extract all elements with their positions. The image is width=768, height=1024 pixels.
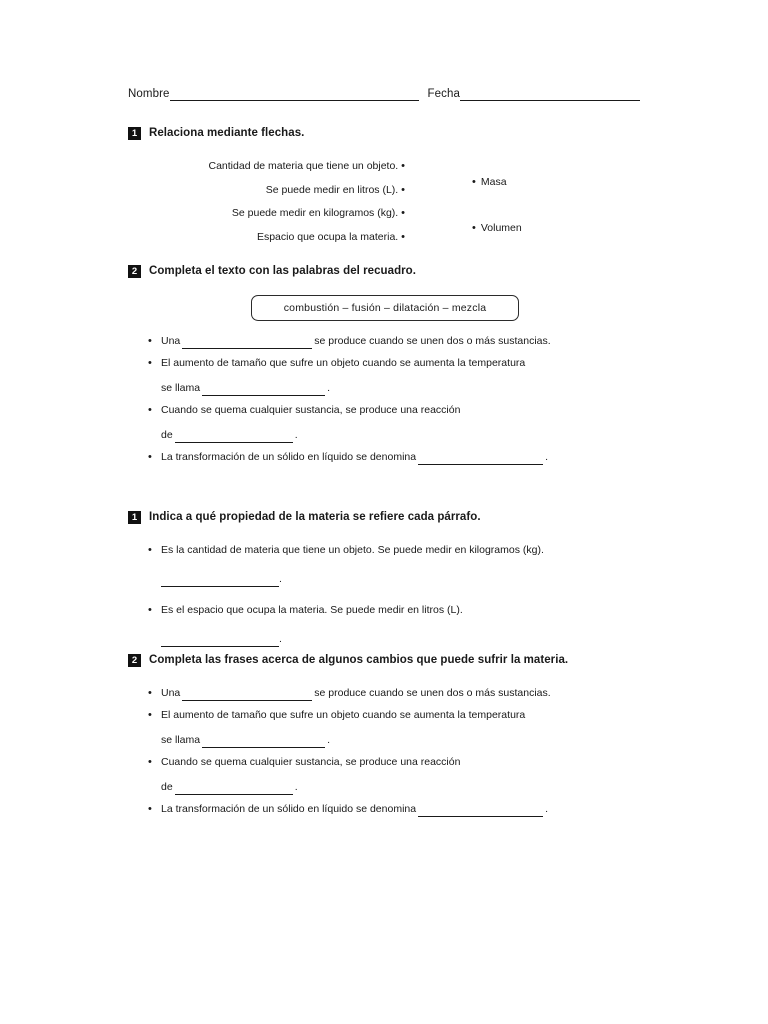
word-bank-box: [251, 295, 519, 321]
bullet-icon: •: [148, 544, 152, 556]
line-spacer: [161, 371, 618, 381]
exercise-number-badge: 1: [128, 511, 141, 524]
statement-body: [161, 603, 628, 647]
statement-line: [161, 429, 298, 441]
statement-body: [161, 708, 618, 748]
statement-text-pre: La transformación de un sólido en líquido se denomina: [161, 803, 417, 815]
statement-body: [161, 356, 618, 396]
answer-blank[interactable]: [182, 689, 312, 701]
statement-body: [161, 403, 618, 443]
matching-left-column: [150, 155, 405, 249]
statement-line: Es la cantidad de materia que tiene un objeto. Se puede medir en kilogramos (kg).: [161, 544, 544, 556]
statement-body: [161, 686, 618, 701]
exercise-number-badge: 2: [128, 265, 141, 278]
line-spacer: [161, 418, 618, 428]
word-bank-text: combustión – fusión – dilatación – mezcla: [283, 302, 487, 314]
line-spacer: [161, 723, 618, 733]
exercise-3-heading: [128, 510, 481, 524]
statement-text-post: .: [327, 382, 331, 394]
bullet-icon: •: [148, 803, 152, 815]
statement-text-pre: se llama: [161, 734, 201, 746]
matching-left-item-label: Se puede medir en litros (L).: [265, 183, 399, 196]
exercise-4-statements: [148, 686, 618, 817]
answer-blank[interactable]: [418, 453, 543, 465]
statement-item: [148, 686, 618, 701]
matching-right-item-label: Volumen: [480, 222, 522, 234]
connector-dot-icon[interactable]: •: [401, 160, 405, 172]
bullet-icon: •: [148, 335, 152, 347]
statement-item: [148, 450, 618, 465]
matching-right-column: [472, 176, 522, 235]
statement-text-post: .: [545, 451, 549, 463]
answer-blank[interactable]: [182, 337, 312, 349]
statement-item: [148, 334, 618, 349]
exercise-1-heading: [128, 126, 304, 140]
bullet-icon: •: [148, 687, 152, 699]
statement-line: [161, 382, 330, 394]
name-label: Nombre: [128, 88, 170, 100]
answer-blank[interactable]: [175, 783, 293, 795]
statement-line: Es el espacio que ocupa la materia. Se puede medir en litros (L).: [161, 604, 463, 616]
statement-spacer: [148, 795, 618, 802]
line-spacer: [161, 770, 618, 780]
bullet-icon: •: [148, 404, 152, 416]
worksheet-header: [128, 88, 620, 101]
date-write-line[interactable]: [460, 89, 640, 101]
name-write-line[interactable]: [170, 89, 419, 101]
answer-blank[interactable]: [202, 736, 325, 748]
statement-spacer: [148, 587, 628, 603]
statement-item: [148, 708, 618, 748]
connector-dot-icon[interactable]: •: [401, 230, 405, 243]
answer-blank[interactable]: [175, 431, 293, 443]
matching-left-item[interactable]: [150, 155, 405, 179]
answer-suffix: .: [279, 633, 282, 645]
answer-suffix: .: [279, 573, 282, 585]
statement-line: [161, 451, 548, 463]
matching-left-item[interactable]: [150, 202, 405, 226]
statement-text-pre: Una: [161, 335, 181, 347]
statement-line: [161, 734, 330, 746]
bullet-icon: •: [148, 756, 152, 768]
statement-text-post: .: [294, 429, 298, 441]
statement-line: [161, 803, 548, 815]
statement-item: [148, 543, 628, 587]
statement-text-pre: La transformación de un sólido en líquido se denomina: [161, 451, 417, 463]
connector-dot-icon[interactable]: •: [472, 176, 476, 188]
matching-right-item[interactable]: [472, 222, 522, 235]
statement-text-pre: de: [161, 781, 173, 793]
matching-right-item-label: Masa: [480, 176, 507, 188]
bullet-icon: •: [148, 709, 152, 721]
bullet-icon: •: [148, 357, 152, 369]
statement-body: [161, 543, 628, 587]
matching-right-item[interactable]: [472, 176, 522, 189]
bullet-icon: •: [148, 604, 152, 616]
connector-dot-icon[interactable]: •: [401, 207, 405, 219]
line-spacer: [161, 558, 628, 572]
statement-body: [161, 755, 618, 795]
exercise-2-heading: [128, 264, 416, 278]
matching-left-item-label: Cantidad de materia que tiene un objeto.: [208, 160, 399, 172]
statement-line: El aumento de tamaño que sufre un objeto cuando se aumenta la temperatura: [161, 357, 526, 369]
statement-item: [148, 356, 618, 396]
statement-text-post: .: [327, 734, 331, 746]
statement-text-post: .: [294, 781, 298, 793]
statement-line: Cuando se quema cualquier sustancia, se produce una reacción: [161, 756, 461, 768]
statement-item: [148, 403, 618, 443]
answer-line: [161, 633, 282, 645]
matching-left-item-label: Se puede medir en kilogramos (kg).: [231, 207, 399, 219]
exercise-title: Completa el texto con las palabras del recuadro.: [149, 265, 416, 277]
exercise-2-statements: [148, 334, 618, 465]
answer-blank[interactable]: [202, 384, 325, 396]
statement-body: [161, 450, 618, 465]
exercise-number-badge: 1: [128, 127, 141, 140]
statement-text-pre: se llama: [161, 382, 201, 394]
statement-spacer: [148, 748, 618, 755]
exercise-number-badge: 2: [128, 654, 141, 667]
statement-line: [161, 687, 551, 699]
exercise-3-statements: [148, 543, 628, 647]
statement-spacer: [148, 443, 618, 450]
date-label: Fecha: [427, 88, 460, 100]
statement-text-post: se produce cuando se unen dos o más sustancias.: [314, 335, 551, 347]
answer-blank[interactable]: [161, 645, 279, 647]
matching-left-item[interactable]: [150, 226, 405, 250]
exercise-title: Indica a qué propiedad de la materia se refiere cada párrafo.: [149, 511, 481, 523]
statement-body: [161, 334, 618, 349]
statement-text-pre: de: [161, 429, 173, 441]
statement-text-post: se produce cuando se unen dos o más sustancias.: [314, 687, 551, 699]
statement-line: Cuando se quema cualquier sustancia, se produce una reacción: [161, 404, 461, 416]
matching-left-item-label: Espacio que ocupa la materia.: [256, 230, 399, 243]
exercise-title: Relaciona mediante flechas.: [149, 127, 305, 139]
matching-left-item[interactable]: [150, 179, 405, 203]
exercise-4-heading: [128, 653, 568, 667]
statement-line: [161, 335, 551, 347]
bullet-icon: •: [148, 451, 152, 463]
statement-line: [161, 781, 298, 793]
answer-blank[interactable]: [161, 585, 279, 587]
statement-spacer: [148, 396, 618, 403]
statement-item: [148, 802, 618, 817]
statement-text-post: .: [545, 803, 549, 815]
statement-spacer: [148, 701, 618, 708]
connector-dot-icon[interactable]: •: [401, 183, 405, 196]
answer-line: [161, 573, 282, 585]
statement-line: El aumento de tamaño que sufre un objeto cuando se aumenta la temperatura: [161, 709, 526, 721]
line-spacer: [161, 618, 628, 632]
statement-item: [148, 603, 628, 647]
statement-body: [161, 802, 618, 817]
connector-dot-icon[interactable]: •: [472, 222, 476, 234]
statement-item: [148, 755, 618, 795]
statement-spacer: [148, 349, 618, 356]
exercise-title: Completa las frases acerca de algunos cambios que puede sufrir la materia.: [149, 654, 569, 666]
statement-text-pre: Una: [161, 687, 181, 699]
answer-blank[interactable]: [418, 805, 543, 817]
